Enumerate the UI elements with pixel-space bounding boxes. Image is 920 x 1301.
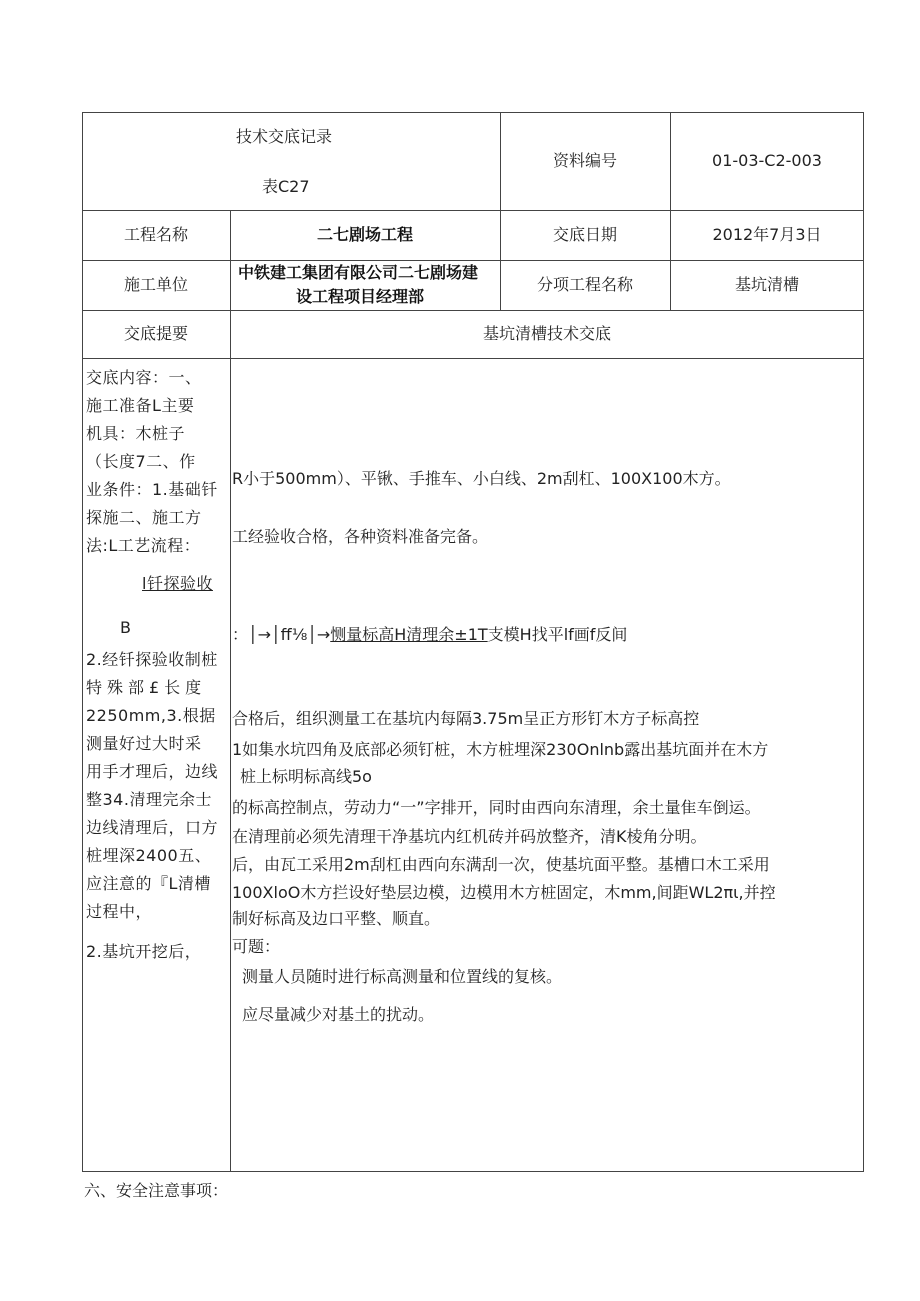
left-line: 桩埋深2400五、 bbox=[86, 846, 212, 865]
construction-unit-label: 施工单位 bbox=[123, 275, 188, 294]
content-line: 在清理前必须先清理干净基坑内红机砖并码放整齐，清K棱角分明。 bbox=[232, 827, 707, 846]
left-line: 法:L工艺流程： bbox=[86, 536, 201, 555]
doc-number-label: 资料编号 bbox=[552, 151, 617, 170]
left-line: 特殊部£长度 bbox=[86, 678, 207, 697]
left-line: 业条件：1.基础钎 bbox=[86, 480, 218, 499]
project-name-label: 工程名称 bbox=[123, 225, 188, 244]
content-line: 后，由瓦工采用2m刮杠由西向东满刮一次，使基坑面平整。基槽口木工采用 bbox=[232, 855, 770, 874]
content-line: 测量人员随时进行标高测量和位置线的复核。 bbox=[242, 967, 563, 986]
date-value: 2012年7月3日 bbox=[712, 225, 822, 244]
summary-label: 交底提要 bbox=[123, 324, 188, 343]
content-line-conditions: 工经验收合格，各种资料准备完备。 bbox=[232, 527, 489, 546]
process-flow bbox=[232, 624, 627, 646]
left-line: l钎探验收 bbox=[142, 574, 213, 593]
left-line: 机具：木桩子 bbox=[86, 424, 186, 443]
process-flow-prefix: ：│→│ff⅛│→ bbox=[232, 625, 331, 644]
left-line: 过程中， bbox=[86, 902, 153, 921]
construction-unit-value-line1: 中铁建工集团有限公司二七剧场建 bbox=[238, 263, 479, 282]
left-line: （长度7二、作 bbox=[86, 452, 196, 471]
form-number: 表C27 bbox=[262, 177, 310, 196]
construction-unit-value-line2: 设工程项目经理部 bbox=[296, 287, 425, 306]
row-divider bbox=[82, 358, 864, 359]
document-title: 技术交底记录 bbox=[236, 127, 333, 146]
process-flow-main: 恻量标高H清理余±1T bbox=[330, 625, 488, 644]
content-line: 可题： bbox=[232, 937, 281, 956]
left-line: 测量好过大时采 bbox=[86, 734, 202, 753]
left-line: 探施二、施工方 bbox=[86, 508, 202, 527]
left-line: 2.经钎探验收制桩 bbox=[86, 650, 218, 669]
left-line: 2.基坑开挖后， bbox=[86, 942, 202, 961]
left-line: 施工准备L主要 bbox=[86, 396, 195, 415]
content-line: 100XloO木方拦设好垫层边模，边模用木方桩固定，木mm,间距WL2πι,并控 bbox=[232, 883, 776, 902]
content-line: 1如集水坑四角及底部必须钉桩，木方桩埋深230Onlnb露出基坑面并在木方 bbox=[232, 740, 769, 759]
safety-notes-heading: 六、安全注意事项： bbox=[84, 1181, 229, 1200]
left-line: 应注意的『L清槽 bbox=[86, 874, 211, 893]
content-line: 应尽量减少对基土的扰动。 bbox=[242, 1005, 435, 1024]
content-line: 的标高控制点，劳动力“一”字排开，同时由西向东清理，余土量隹车倒运。 bbox=[232, 798, 761, 817]
left-line: 2250mm,3.根据 bbox=[86, 706, 216, 725]
left-line: 整34.清理完余士 bbox=[86, 790, 212, 809]
left-line: B bbox=[120, 618, 132, 637]
left-line: 交底内容：一、 bbox=[86, 368, 202, 387]
process-flow-suffix: 支模H找平lf画f反间 bbox=[487, 625, 628, 644]
doc-number-value: 01-03-C2-003 bbox=[712, 151, 822, 170]
disclosure-content-left bbox=[86, 366, 228, 966]
content-line-tools: R小于500mm）、平锹、手推车、小白线、2m刮杠、100X100木方。 bbox=[232, 469, 731, 488]
project-name-value: 二七剧场工程 bbox=[316, 225, 413, 244]
subitem-label: 分项工程名称 bbox=[536, 275, 633, 294]
left-line: 用手才理后，边线 bbox=[86, 762, 219, 781]
content-line: 制好标高及边口平整、顺直。 bbox=[232, 909, 441, 928]
summary-value: 基坑清槽技术交底 bbox=[482, 324, 611, 343]
content-line: 桩上标明标高线5o bbox=[240, 767, 372, 786]
date-label: 交底日期 bbox=[552, 225, 617, 244]
left-line: 边线清理后，口方 bbox=[86, 818, 219, 837]
subitem-value: 基坑清槽 bbox=[734, 275, 799, 294]
content-line: 合格后，组织测量工在基坑内每隔3.75m呈正方形钉木方子标高控 bbox=[232, 709, 700, 728]
